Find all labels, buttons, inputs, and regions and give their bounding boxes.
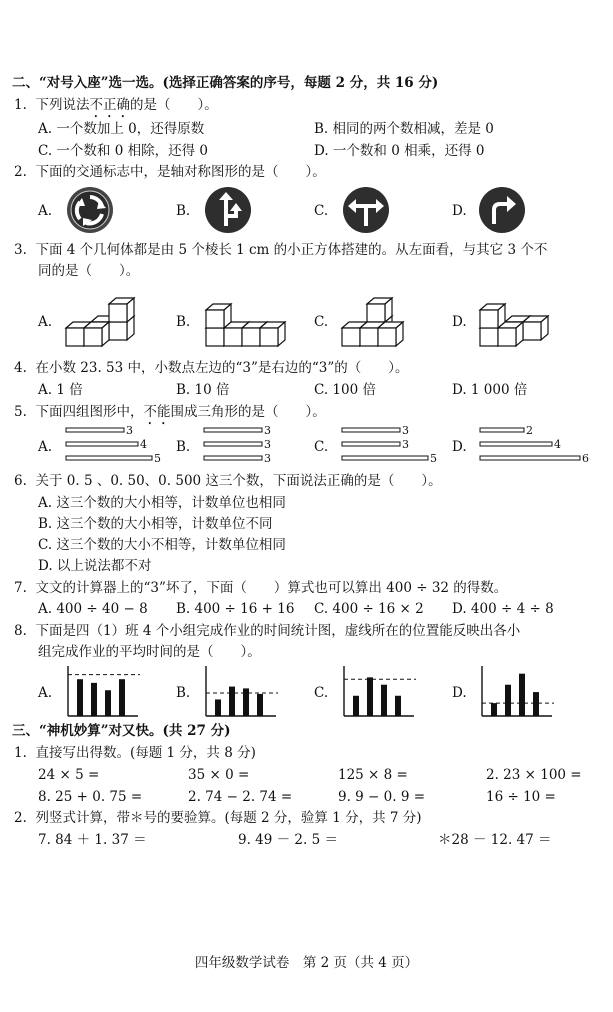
stick-length-label: 3: [402, 438, 409, 451]
bar-chart-figures: [60, 664, 610, 720]
straight-or-right-sign-icon: [204, 186, 252, 234]
chart-bar: [105, 690, 111, 716]
cube: [498, 322, 523, 346]
q1-stem: 1. 下列说法不正确的是（ ）。: [14, 97, 218, 113]
chart-bar: [215, 699, 221, 716]
s3-q1-stem: 1. 直接写出得数。(每题 1 分，共 8 分): [14, 745, 256, 761]
stick: [480, 428, 524, 432]
column-calc-item: ＊28 － 12. 47 ＝: [438, 832, 552, 848]
stick: [66, 442, 138, 446]
q6-option-a[interactable]: A. 这三个数的大小相等，计数单位也相同: [38, 495, 286, 511]
q6-option-d[interactable]: D. 以上说法都不对: [38, 558, 152, 574]
q8-stem: 8. 下面是四（1）班 4 个小组完成作业的时间统计图，虚线所在的位置能反映出各小: [14, 623, 521, 639]
cube-figures: [60, 284, 610, 350]
page-footer: 四年级数学试卷 第 2 页（共 4 页）: [194, 955, 419, 971]
q3-option-b[interactable]: B.: [176, 314, 191, 330]
chart-bar: [367, 677, 373, 716]
q1-option-c[interactable]: C. 一个数和 0 相除，还得 0: [38, 143, 208, 159]
chart-bar: [519, 674, 525, 716]
cube: [367, 298, 392, 322]
calc-item: 8. 25 + 0. 75 =: [38, 789, 143, 805]
cube: [84, 322, 109, 346]
q7-option-d[interactable]: D. 400 ÷ 4 ÷ 8: [452, 601, 554, 617]
calc-item: 24 × 5 =: [38, 767, 100, 783]
roundabout-sign-icon: [66, 186, 114, 234]
q6-option-b[interactable]: B. 这三个数的大小相等，计数单位不同: [38, 516, 273, 532]
q8-option-b[interactable]: B.: [176, 685, 191, 701]
column-calc-item: 9. 49 － 2. 5 ＝: [238, 832, 338, 848]
chart-bar: [381, 685, 387, 716]
cube: [378, 322, 403, 346]
chart-bar: [91, 683, 97, 716]
stick-figures: [60, 424, 610, 468]
stick-length-label: 5: [430, 452, 437, 465]
calc-item: 2. 74 − 2. 74 =: [188, 789, 293, 805]
stick-length-label: 3: [264, 452, 271, 465]
q1-option-d[interactable]: D. 一个数和 0 相乘，还得 0: [314, 143, 485, 159]
stick-length-label: 5: [154, 452, 161, 465]
stick: [204, 428, 262, 432]
q4-option-d[interactable]: D. 1 000 倍: [452, 382, 528, 398]
stick-length-label: 6: [582, 452, 589, 465]
cube: [480, 304, 505, 328]
stick: [204, 442, 262, 446]
q6-stem: 6. 关于 0. 5 、0. 50、0. 500 这三个数，下面说法正确的是（ ）。: [14, 473, 442, 489]
stick: [66, 428, 124, 432]
q3-option-a[interactable]: A.: [38, 314, 53, 330]
q3-option-c[interactable]: C.: [314, 314, 329, 330]
cube: [109, 298, 134, 322]
q3-stem: 3. 下面 4 个几何体都是由 5 个棱长 1 cm 的小正方体搭建的。从左面看，与其它 3 个不: [14, 242, 548, 258]
cube: [523, 316, 548, 340]
q3-option-d[interactable]: D.: [452, 314, 467, 330]
calc-item: 2. 23 × 100 =: [486, 767, 582, 783]
q4-option-b[interactable]: B. 10 倍: [176, 382, 230, 398]
section-2-title: 二、“对号入座”选一选。(选择正确答案的序号，每题 2 分，共 16 分): [12, 75, 439, 91]
q5-option-d[interactable]: D.: [452, 439, 467, 455]
stick: [480, 442, 552, 446]
stick-length-label: 4: [140, 438, 147, 451]
chart-bar: [395, 696, 401, 716]
q7-stem: 7. 文文的计算器上的“3”坏了，下面（ ）算式也可以算出 400 ÷ 32 的得数。: [14, 580, 508, 596]
stick: [342, 428, 400, 432]
q8-option-a[interactable]: A.: [38, 685, 53, 701]
q1-option-a[interactable]: A. 一个数加上 0，还得原数: [38, 121, 205, 137]
chart-bar: [491, 703, 497, 716]
q7-option-c[interactable]: C. 400 ÷ 16 × 2: [314, 601, 424, 617]
stick-length-label: 3: [264, 438, 271, 451]
calc-item: 35 × 0 =: [188, 767, 250, 783]
q7-option-a[interactable]: A. 400 ÷ 40 − 8: [38, 601, 148, 617]
q5-option-a[interactable]: A.: [38, 439, 53, 455]
q8-option-c[interactable]: C.: [314, 685, 329, 701]
stick: [342, 442, 400, 446]
q3-stem-cont: 同的是（ ）。: [38, 263, 140, 279]
q4-option-c[interactable]: C. 100 倍: [314, 382, 376, 398]
turn-right-sign-icon: [478, 186, 526, 234]
q7-option-b[interactable]: B. 400 ÷ 16 + 16: [176, 601, 295, 617]
chart-bar: [257, 694, 263, 716]
q4-option-a[interactable]: A. 1 倍: [38, 382, 83, 398]
q6-option-c[interactable]: C. 这三个数的大小不相等，计数单位相同: [38, 537, 286, 553]
q1-option-b[interactable]: B. 相同的两个数相减，差是 0: [314, 121, 494, 137]
chart-bar: [533, 692, 539, 716]
cube: [206, 304, 231, 328]
stick: [204, 456, 262, 460]
stick-length-label: 4: [554, 438, 561, 451]
stick-length-label: 3: [402, 424, 409, 437]
q5-option-b[interactable]: B.: [176, 439, 191, 455]
q2-option-a[interactable]: A.: [38, 203, 53, 219]
left-or-right-sign-icon: [342, 186, 390, 234]
q5-stem: 5. 下面四组图形中，不能围成三角形的是（ ）。: [14, 404, 326, 420]
q2-option-c[interactable]: C.: [314, 203, 329, 219]
q5-option-c[interactable]: C.: [314, 439, 329, 455]
q8-option-d[interactable]: D.: [452, 685, 467, 701]
chart-bar: [77, 679, 83, 716]
column-calc-item: 7. 84 ＋ 1. 37 ＝: [38, 832, 147, 848]
cube: [260, 322, 285, 346]
stick: [66, 456, 152, 460]
stick: [342, 456, 428, 460]
q8-stem-cont: 组完成作业的平均时间的是（ ）。: [38, 644, 261, 660]
chart-bar: [229, 687, 235, 716]
q4-stem: 4. 在小数 23. 53 中，小数点左边的“3”是右边的“3”的（ ）。: [14, 360, 409, 376]
calc-item: 16 ÷ 10 =: [486, 789, 556, 805]
calc-item: 9. 9 − 0. 9 =: [338, 789, 426, 805]
q2-stem: 2. 下面的交通标志中，是轴对称图形的是（ ）。: [14, 164, 326, 180]
stick-length-label: 3: [264, 424, 271, 437]
chart-bar: [119, 679, 125, 716]
stick-length-label: 3: [126, 424, 133, 437]
s3-q2-stem: 2. 列竖式计算，带＊号的要验算。(每题 2 分，验算 1 分，共 7 分): [14, 810, 422, 826]
chart-bar: [505, 685, 511, 716]
q2-option-b[interactable]: B.: [176, 203, 191, 219]
stick: [480, 456, 580, 460]
q2-option-d[interactable]: D.: [452, 203, 467, 219]
section-3-title: 三、“神机妙算”对又快。(共 27 分): [12, 723, 231, 739]
stick-length-label: 2: [526, 424, 533, 437]
calc-item: 125 × 8 =: [338, 767, 408, 783]
chart-bar: [353, 696, 359, 716]
